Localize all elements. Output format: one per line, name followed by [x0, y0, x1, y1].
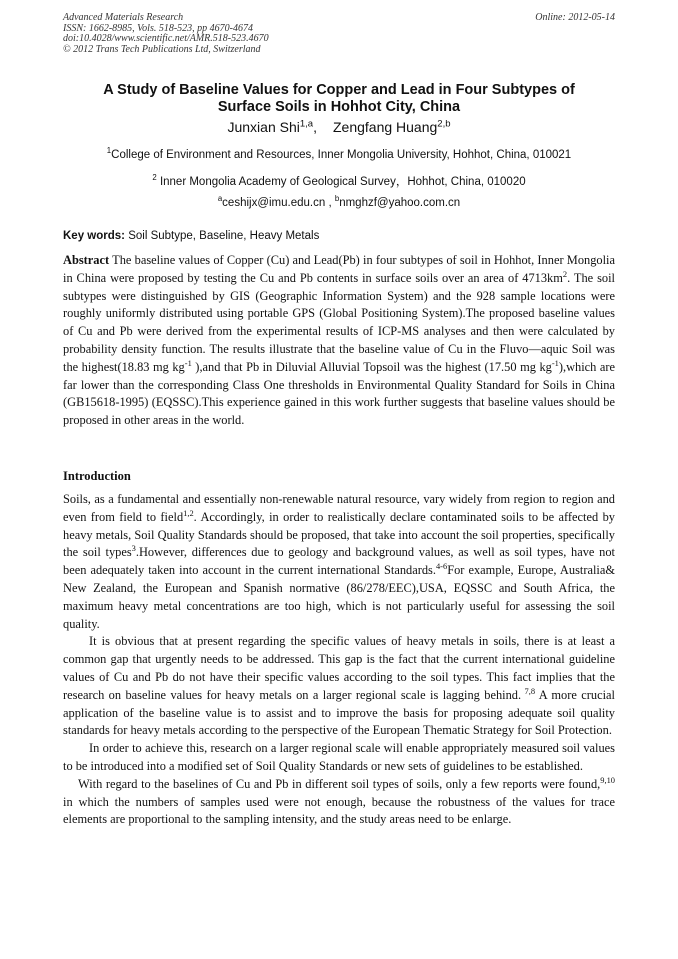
affiliation-2 — [40, 173, 638, 189]
introduction-body — [63, 491, 615, 829]
email-b-mark: b — [334, 194, 340, 204]
abstract-text-1: The baseline values of Copper (Cu) and Lead(Pb) in four subtypes of soil in Hohhot, Inner Mongolia in China were proposed by testing the Cu and Pb contents in surface soils over an area of 4713km — [63, 253, 615, 285]
introduction-heading: Introduction — [63, 469, 131, 483]
abstract-sup-1: 2 — [562, 268, 568, 279]
affiliation-1-text: College of Environment and Resources, Inner Mongolia University, Hohhot, China, 010021 — [111, 149, 572, 161]
intro-paragraph-3: In order to achieve this, research on a larger regional scale will enable appropriately measured soil values to be introduced into a modified set of Soil Quality Standards or new sets of guidelines to be established. — [63, 741, 615, 773]
affiliation-2-text: Inner Mongolia Academy of Geological Survey，Hohhot, China, 010020 — [156, 176, 526, 188]
keywords-label: Key words: — [63, 230, 125, 242]
intro-p1-text-a: Soils, as a fundamental and essentially non-renewable natural resource, vary widely from region to region and even from field to field — [63, 492, 615, 524]
intro-p4-text-a: With regard to the baselines of Cu and Pb in different soil types of soils, only a few reports were found, — [78, 776, 601, 791]
issn-line: ISSN: 1662-8985, Vols. 518-523, pp 4670-4674 — [63, 22, 253, 34]
affiliation-2-mark: 2 — [152, 173, 157, 183]
paper-title — [40, 82, 638, 116]
intro-p1-text-c: .However, differences due to geology and background values, as well as soil types, have not been adequately taken into account in the current international Standards. — [63, 545, 615, 578]
author-emails — [40, 194, 638, 209]
affiliation-1 — [40, 146, 638, 161]
journal-name: Advanced Materials Research — [63, 12, 184, 23]
citation-4-6: 4-6 — [435, 561, 448, 572]
email-a[interactable]: ceshijx@imu.edu.cn , — [222, 197, 335, 209]
intro-p1-text-d: For example, Europe, Australia& New Zealand, the European and Spanish normative (86/278/EEC),USA, EQSSC and South Africa, the maximum heavy metal concentrations are too high, which is not particularly useful for assessing the soil quality. — [63, 563, 615, 631]
author-2: Zengfang Huang — [332, 119, 438, 135]
author-separator: , — [313, 119, 317, 135]
citation-3: 3 — [131, 543, 136, 554]
author-1: Junxian Shi — [227, 119, 300, 135]
citation-1-2: 1,2 — [183, 507, 194, 518]
keywords-text: Soil Subtype, Baseline, Heavy Metals — [125, 230, 320, 242]
abstract-paragraph — [63, 252, 615, 430]
abstract — [63, 252, 615, 430]
online-date: Online: 2012-05-14 — [535, 12, 615, 23]
author-2-affiliation-mark: 2,b — [437, 118, 451, 130]
abstract-text-3: ),and that Pb in Diluvial Alluvial Topsoil was the highest (17.50 mg kg — [191, 359, 552, 374]
title-line-2: Surface Soils in Hohhot City, China — [217, 99, 461, 115]
title-line-1: A Study of Baseline Values for Copper and Lead in Four Subtypes of — [103, 82, 575, 98]
journal-header — [63, 13, 615, 55]
doi-line: doi:10.4028/www.scientific.net/AMR.518-523.4670 — [63, 33, 269, 44]
intro-p2-text-a: It is obvious that at present regarding the specific values of heavy metals in soils, there is at least a common gap that urgently needs to be addressed. This gap is the fact that the current international guideline values of Cu and Pb do not have their specific values according to the soil types. This fact implies that the research on baseline values for heavy metals on a larger regional scale is lagging behind. — [63, 634, 615, 702]
abstract-text-2: . The soil subtypes were distinguished by GIS (Geographic Information System) and the 928 sample locations were roughly uniformly distributed using portable GPS (Global Positioning System).The proposed baseline values of Cu and Pb were derived from the experimental results of ICP-MS analyses and then were calculated by probability density function. The results illustrate that the baseline value of Cu in the Fluvo—aquic Soil was the highest(18.83 mg kg — [63, 270, 615, 374]
intro-paragraph-2 — [63, 633, 615, 740]
intro-p2-text-b: A more crucial application of the baseline value is to assist and to improve the basis for proposing adequate soil quality standards for heavy metals according to the perspective of the European Thematic Strategy for Soil Protection. — [63, 687, 615, 738]
affiliation-1-mark: 1 — [106, 146, 112, 156]
keywords — [63, 230, 615, 242]
abstract-text-4: ),which are far lower than the corresponding Class One thresholds in Environmental Quality Standard for Soils in China (GB15618-1995) (EQSSC).This experience gained in this work further suggests that baseline values should be proposed in other areas in the world. — [63, 359, 616, 428]
citation-7-8: 7,8 — [521, 685, 536, 696]
abstract-sup-3: -1 — [551, 357, 559, 368]
intro-p1-text-b: . Accordingly, in order to realistically declare contaminated soils to be affected by heavy metals, Soil Quality Standards should be proposed, that take into account the soil properties, specifically the soil types — [63, 509, 615, 560]
abstract-label: Abstract — [63, 253, 110, 267]
email-b[interactable]: nmghzf@yahoo.com.cn — [339, 197, 461, 209]
intro-paragraph-1 — [63, 491, 615, 633]
intro-p4-text-b: in which the numbers of samples used were not enough, because the robustness of the values for trace elements are proportional to the sampling intensity, and the study areas need to be enlarge. — [63, 794, 615, 827]
copyright-line: © 2012 Trans Tech Publications Ltd, Switzerland — [63, 43, 261, 55]
abstract-sup-2: -1 — [184, 357, 192, 368]
author-list — [40, 119, 638, 135]
email-a-mark: a — [217, 194, 223, 204]
intro-paragraph-4 — [63, 776, 615, 829]
author-1-affiliation-mark: 1,a — [299, 118, 314, 130]
citation-9-10: 9,10 — [600, 774, 615, 785]
